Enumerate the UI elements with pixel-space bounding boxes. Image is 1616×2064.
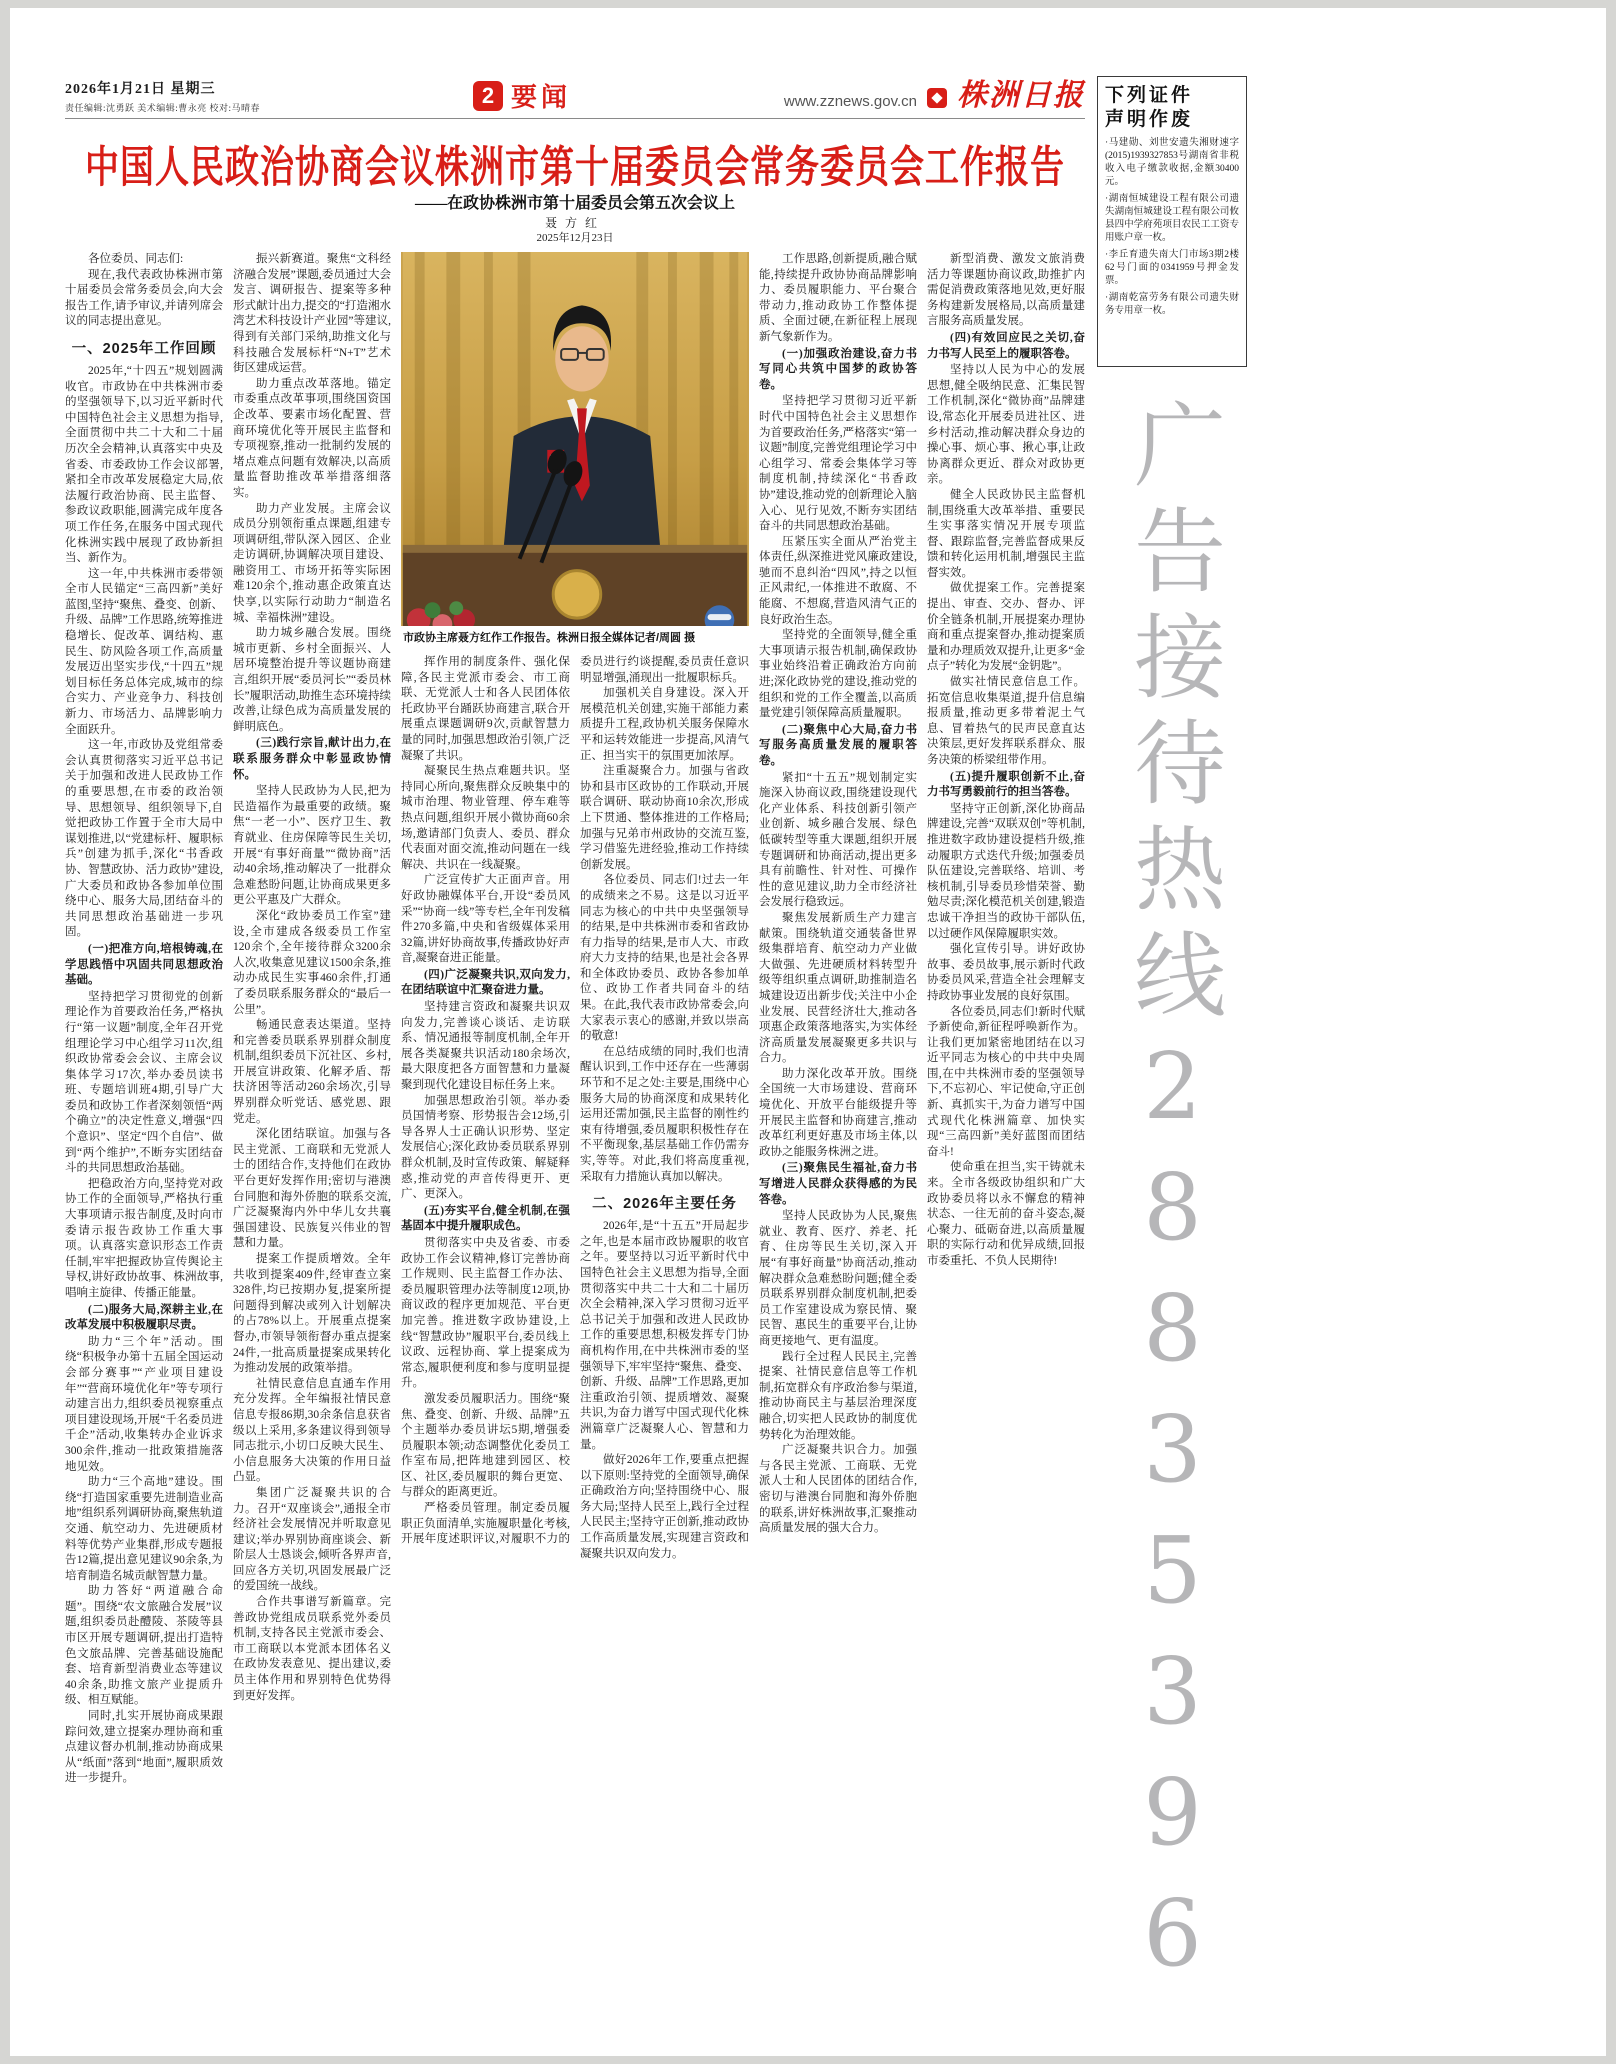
- photo-caption: 市政协主席聂方红作工作报告。株洲日报全媒体记者/周圆 摄: [403, 632, 696, 644]
- body-paragraph: 坚持建言资政和凝聚共识双向发力,完善谈心谈话、走访联系、情况通报等制度机制,全年开展各类凝聚共识活动180余场次,最大限度把各方面智慧和力量凝聚到现代化建设目标任务上来。: [401, 1001, 570, 1092]
- text-column-5: [759, 252, 917, 2008]
- body-paragraph: 做优提案工作。完善提案提出、审查、交办、督办、评价全链条机制,开展提案办理协商和重点提案督办,推动提案质量和办理质效双提升,让更多“金点子”转化为发展“金钥匙”。: [927, 582, 1085, 673]
- ad-hotline-vertical-text: [1097, 397, 1247, 2037]
- ad-hotline-phone: 28835396: [1119, 1033, 1226, 2001]
- body-paragraph: 工作思路,创新提质,融合赋能,持续提升政协协商品牌影响力、委员履职能力、平台聚合带动力,推动政协工作整体提质、全面过硬,在新征程上展现新气象新作为。: [759, 253, 917, 343]
- article-body: [65, 252, 1085, 2008]
- website-url: www.zznews.gov.cn: [783, 93, 917, 110]
- body-paragraph: 社情民意信息直通车作用充分发挥。全年编报社情民意信息专报86期,30余条信息获省级以上采用,多条建议得到领导同志批示,小切口反映大民生、小信息服务大决策的作用日益凸显。: [233, 1377, 391, 1484]
- body-paragraph: 助力深化改革开放。围绕全国统一大市场建设、营商环境优化、开放平台能级提升等开展民主监督和协商建言,推动改革红利更好惠及市场主体,以政协之能服务株洲之进。: [759, 1067, 917, 1158]
- article-heading: (四)有效回应民之关切,奋力书写人民至上的履职答卷。: [927, 331, 1085, 360]
- article-heading: (四)广泛凝聚共识,双向发力,在团结联谊中汇聚奋进力量。: [401, 968, 570, 997]
- notice-item: ·湖南恒城建设工程有限公司遗失湖南恒城建设工程有限公司攸县四中学府苑项目农民工工资专用账户章一枚。: [1105, 193, 1239, 243]
- body-paragraph: 坚持人民政协为人民,聚焦就业、教育、医疗、养老、托育、住房等民生关切,深入开展“有事好商量”协商活动,推动解决群众急难愁盼问题;健全委员联系界别群众制度机制,把委员工作室建设成为察民情、聚民智、惠民生的重要平台,让协商更接地气、更有温度。: [759, 1210, 917, 1347]
- body-paragraph: 聚焦发展新质生产力建言献策。围绕轨道交通装备世界级集群培育、航空动力产业做大做强、先进硬质材料转型升级等组织重点调研,助推制造名城建设迈出新步伐;关注中小企业发展、民营经济壮大,推动各项惠企政策落地落实,为实体经济高质量发展凝聚更多共识与合力。: [759, 911, 917, 1065]
- body-paragraph: 助力城乡融合发展。围绕城市更新、乡村全面振兴、人居环境整治提升等议题协商建言,组织开展“委员河长”“委员林长”履职活动,助推生态环境持续改善,让绿色成为高质量发展的鲜明底色。: [233, 627, 391, 733]
- body-paragraph: 振兴新赛道。聚焦“文科经济融合发展”课题,委员通过大会发言、调研报告、提案等多种形式献计出力,提交的“打造湘水湾艺术科技设计产业园”等建议,得到有关部门采纳,助推文化与科技融合发展标杆“N+T”艺术街区建成运营。: [233, 253, 391, 375]
- ad-hotline-label: 广告接待热线: [1119, 397, 1226, 1033]
- article-heading: (三)聚焦民生福祉,奋力书写增进人民群众获得感的为民答卷。: [759, 1162, 917, 1206]
- body-paragraph: 加强机关自身建设。深入开展模范机关创建,实施干部能力素质提升工程,政协机关服务保障水平和运转效能进一步提高,风清气正、担当实干的氛围更加浓厚。: [580, 687, 749, 762]
- body-paragraph: 挥作用的制度条件、强化保障,各民主党派市委会、市工商联、无党派人士和各人民团体依托政协平台踊跃协商建言,联合开展重点课题调研9次,贡献智慧力量的同时,加强思想政治引领,广泛凝聚了共识。: [401, 656, 570, 762]
- article-heading: 一、2025年工作回顾: [71, 340, 217, 357]
- body-paragraph: 畅通民意表达渠道。坚持和完善委员联系界别群众制度机制,组织委员下沉社区、乡村,开展宣讲政策、化解矛盾、帮扶济困等活动260余场次,引导界别群众听党话、感党恩、跟党走。: [233, 1019, 391, 1125]
- editor-credits: 责任编辑:沈勇跃 美术编辑:曹永亮 校对:马晴春: [65, 103, 261, 113]
- article-heading: 二、2026年主要任务: [592, 1196, 737, 1213]
- body-paragraph: 助力重点改革落地。锚定市委重点改革事项,围绕国资国企改革、要素市场化配置、营商环境优化等开展民主监督和专项视察,推动一批制约发展的堵点难点问题有效解决,以高质量监督助推改革举措落细落实。: [233, 377, 391, 499]
- article-author: 聂方红: [544, 216, 605, 230]
- notice-item: ·马建勋、刘世安遗失湘财速字(2015)1939327853号湖南省非税收入电子缴款收据,金额30400元。: [1105, 137, 1239, 187]
- body-paragraph: 助力产业发展。主席会议成员分别领衔重点课题,组建专项调研组,带队深入园区、企业走访调研,协调解决项目建设、融资用工、市场开拓等实际困难120余个,推动惠企政策直达快享,以实际行动助力“制造名城、幸福株洲”建设。: [233, 502, 391, 624]
- body-paragraph: 在总结成绩的同时,我们也清醒认识到,工作中还存在一些薄弱环节和不足之处:主要是,围绕中心服务大局的协商深度和成果转化运用还需加强,民主监督的刚性约束有待增强,委员履职积极性存在不平衡现象,基层基础工作仍需夯实,等等。对此,我们将高度重视,采取有力措施认真加以解决。: [580, 1045, 749, 1183]
- body-paragraph: 坚持以人民为中心的发展思想,健全吸纳民意、汇集民智工作机制,深化“微协商”品牌建设,常态化开展委员进社区、进乡村活动,推动解决群众身边的操心事、烦心事、揪心事,让政协离群众更近、群众对政协更亲。: [927, 364, 1085, 486]
- body-paragraph: 广泛宣传扩大正面声音。用好政协融媒体平台,开设“委员风采”“协商一线”等专栏,全年刊发稿件270多篇,中央和省级媒体采用32篇,讲好协商故事,传播政协好声音,凝聚奋进正能量。: [401, 874, 570, 965]
- page-section-label: [473, 77, 571, 114]
- text-column-2: [233, 252, 391, 2008]
- body-paragraph: 坚持把学习贯彻习近平新时代中国特色社会主义思想作为首要政治任务,严格落实“第一议题”制度,完善党组理论学习中心组学习、常委会集体学习等制度机制,持续深化“书香政协”建设,推动党的创新理论入脑入心、见行见效,不断夯实团结奋斗的共同思想政治基础。: [759, 395, 917, 533]
- body-paragraph: 凝聚民生热点难题共识。坚持同心所向,聚焦群众反映集中的城市治理、物业管理、停车难等热点问题,组织开展小微协商60余场,邀请部门负责人、委员、群众代表面对面交流,推动问题在一线解决、共识在一线凝聚。: [401, 765, 570, 871]
- section-title: 要闻: [510, 82, 571, 112]
- article-heading: (五)夯实平台,健全机制,在强基固本中提升履职成色。: [401, 1204, 570, 1233]
- article-date: 2025年12月23日: [536, 232, 614, 244]
- body-paragraph: 做实社情民意信息工作。拓宽信息收集渠道,提升信息编报质量,推动更多带着泥土气息、冒着热气的民声民意直达决策层,更好发挥联系群众、服务决策的桥梁纽带作用。: [927, 676, 1085, 766]
- body-paragraph: 助力答好“两道融合命题”。围绕“农文旅融合发展”议题,组织委员赴醴陵、茶陵等县市区开展专题调研,提出打造特色文旅品牌、完善基础设施配套、培育新型消费业态等建议40余条,助推文旅产业提质升级、相互赋能。: [65, 1585, 223, 1707]
- body-paragraph: 坚持把学习贯彻党的创新理论作为首要政治任务,严格执行“第一议题”制度,全年召开党组理论学习中心组学习11次,组织政协常委会会议、主席会议集体学习17次,举办委员读书班、专题培训班4期,引导广大委员和政协工作者深刻领悟“两个确立”的决定性意义,增强“四个意识”、坚定“四个自信”、做到“两个维护”,不断夯实团结奋斗的共同思想政治基础。: [65, 990, 223, 1175]
- body-paragraph: 现在,我代表政协株洲市第十届委员会常务委员会,向大会报告工作,请予审议,并请列席会议的同志提出意见。: [65, 268, 223, 328]
- body-paragraph: 紧扣“十五五”规划制定实施深入协商议政,围绕建设现代化产业体系、科技创新引领产业创新、城乡融合发展、绿色低碳转型等重大课题,组织开展专题调研和协商活动,提出更多具有前瞻性、针对性、可操作性的意见建议,助力全市经济社会发展行稳致远。: [759, 771, 917, 909]
- body-paragraph: 激发委员履职活力。围绕“聚焦、叠变、创新、升级、品牌”五个主题举办委员讲坛5期,增强委员履职本领;动态调整优化委员工作室布局,把阵地建到园区、校区、社区,委员履职的舞台更宽、与群众的距离更近。: [401, 1392, 570, 1499]
- article-heading: (二)聚焦中心大局,奋力书写服务高质量发展的履职答卷。: [759, 723, 917, 767]
- notice-item: ·李丘育遗失南大门市场3期2楼62号门面的0341959号押金发票。: [1105, 249, 1239, 286]
- body-paragraph: 践行全过程人民民主,完善提案、社情民意信息等工作机制,拓宽群众有序政治参与渠道,推动协商民主与基层治理深度融合,切实把人民政协的制度优势转化为治理效能。: [759, 1350, 917, 1441]
- text-column-6: [927, 252, 1085, 2008]
- body-paragraph: 广泛凝聚共识合力。加强与各民主党派、工商联、无党派人士和人民团体的团结合作,密切与港澳台同胞和海外侨胞的联系,讲好株洲故事,汇聚推动高质量发展的强大合力。: [759, 1444, 917, 1535]
- issue-date: 2026年1月21日 星期三: [65, 82, 216, 97]
- notice-items: [1105, 137, 1239, 318]
- invalidation-notice-box: [1097, 76, 1247, 367]
- notice-item: ·湖南乾富劳务有限公司遗失财务专用章一枚。: [1105, 292, 1239, 316]
- body-paragraph: 严格委员管理。制定委员履职正负面清单,实施履职量化考核,开展年度述职评议,对履职不力的委员进行约谈提醒,委员责任意识明显增强,涌现出一批履职标兵。: [401, 656, 749, 1546]
- body-paragraph: 压紧压实全面从严治党主体责任,纵深推进党风廉政建设,驰而不息纠治“四风”,持之以恒正风肃纪,一体推进不敢腐、不能腐、不想腐,营造风清气正的良好政治生态。: [759, 535, 917, 626]
- body-paragraph: 这一年,中共株洲市委带领全市人民锚定“三高四新”美好蓝图,坚持“聚焦、叠变、创新、升级、品牌”工作思路,统筹推进稳增长、促改革、调结构、惠民生、防风险各项工作,高质量发展迈出坚实步伐,“十四五”规划目标任务总体完成,城市的综合实力、产业竞争力、科技创新力、市场活力、品牌影响力全面跃升。: [65, 567, 223, 736]
- article-heading: (三)践行宗旨,献计出力,在联系服务群众中彰显政协情怀。: [233, 737, 391, 781]
- body-paragraph: 健全人民政协民主监督机制,围绕重大改革举措、重要民生实事落实情况开展专项监督、跟踪监督,完善监督成果反馈和转化运用机制,增强民主监督实效。: [927, 488, 1085, 579]
- body-paragraph: 坚持党的全面领导,健全重大事项请示报告机制,确保政协事业始终沿着正确政治方向前进;深化政协党的建设,推动党的组织和党的工作全覆盖,以高质量党建引领保障高质量履职。: [759, 629, 917, 720]
- body-paragraph: 坚持守正创新,深化协商品牌建设,完善“双联双创”等机制,推进数字政协建设提档升级,推动履职方式迭代升级;加强委员队伍建设,完善联络、培训、考核机制,引导委员珍惜荣誉、勤勉尽责;深化模范机关创建,锻造忠诚干净担当的政协干部队伍,以过硬作风保障履职实效。: [927, 802, 1085, 940]
- body-paragraph: 集团广泛凝聚共识的合力。召开“双座谈会”,通报全市经济社会发展情况并听取意见建议;举办界别协商座谈会、新阶层人士恳谈会,倾听各界声音,回应各方关切,巩固发展最广泛的爱国统一战线。: [233, 1486, 391, 1593]
- speaker-photo-illustration: [401, 252, 749, 626]
- body-paragraph: 合作共事谱写新篇章。完善政协党组成员联系党外委员机制,支持各民主党派市委会、市工商联以本党派本团体名义在政协发表意见、提出建议,委员主体作用和界别特色优势得到更好发挥。: [233, 1596, 391, 1702]
- article-heading: (一)加强政治建设,奋力书写同心共筑中国梦的政协答卷。: [759, 347, 917, 391]
- body-paragraph: 把稳政治方向,坚持党对政协工作的全面领导,严格执行重大事项请示报告制度,及时向市委请示报告政协工作重大事项。认真落实意识形态工作责任制,牢牢把握政协宣传舆论主导权,讲好政协故事、株洲故事,唱响主旋律、传播正能量。: [65, 1177, 223, 1299]
- body-paragraph: 这一年,市政协及党组常委会认真贯彻落实习近平总书记关于加强和改进人民政协工作的重要思想,在市委的政治领导、思想领导、组织领导下,自觉把政协工作置于全市大局中谋划推进,以“党建标杆、履职标兵”创建为抓手,深化“书香政协、智慧政协、活力政协”建设,广大委员和政协各参加单位围绕中心、服务大局,团结奋斗的共同思想政治基础进一步巩固。: [65, 739, 223, 939]
- body-paragraph: 贯彻落实中央及省委、市委政协工作会议精神,修订完善协商工作规则、民主监督工作办法、委员履职管理办法等制度12项,协商议政的程序更加规范、平台更加完善。推进数字政协建设,上线“智慧政协”履职平台,委员线上议政、远程协商、掌上提案成为常态,履职便利度和参与度明显提升。: [401, 1236, 570, 1390]
- body-paragraph: 做好2026年工作,要重点把握以下原则:坚持党的全面领导,确保正确政治方向;坚持围绕中心、服务大局;坚持人民至上,践行全过程人民民主;坚持守正创新,推动政协工作高质量发展,实现建言资政和凝聚共识双向发力。: [580, 1454, 749, 1560]
- text-column-3-4: [401, 655, 749, 2008]
- body-paragraph: 助力“三个年”活动。围绕“积极争办第十五届全国运动会部分赛事”“产业项目建设年”“营商环境优化年”等专项行动建言出力,组织委员视察重点项目建设现场,开展“千名委员进千企”活动,收集转办企业诉求300余件,推动一批政策措施落地见效。: [65, 1335, 223, 1473]
- masthead-block: [784, 70, 1085, 114]
- header-date-block: [65, 78, 260, 114]
- body-paragraph: 新型消费、激发文旅消费活力等课题协商议政,助推扩内需促消费政策落地见效,更好服务构建新发展格局,以高质量建言服务高质量发展。: [927, 253, 1085, 328]
- page-number-badge: 2: [473, 81, 503, 111]
- body-paragraph: 深化团结联谊。加强与各民主党派、工商联和无党派人士的团结合作,支持他们在政协平台更好发挥作用;密切与港澳台同胞和海外侨胞的联系交流,广泛凝聚海内外中华儿女共襄强国建设、民族复兴伟业的智慧和力量。: [233, 1128, 391, 1250]
- body-paragraph: 助力“三个高地”建设。围绕“打造国家重要先进制造业高地”组织系列调研协商,聚焦轨道交通、航空动力、先进硬质材料等优势产业集群,形成专题报告12篇,提出意见建议90余条,为培育制造名城贡献智慧力量。: [65, 1476, 223, 1582]
- page-header: [65, 70, 1085, 114]
- article-heading: (一)把准方向,培根铸魂,在学思践悟中巩固共同思想政治基础。: [65, 942, 223, 987]
- body-paragraph: 强化宣传引导。讲好政协故事、委员故事,展示新时代政协委员风采,营造全社会理解支持政协事业发展的良好氛围。: [927, 943, 1085, 1002]
- notice-title-line1: 下列证件: [1105, 85, 1194, 106]
- article-heading: (五)提升履职创新不止,奋力书写勇毅前行的担当答卷。: [927, 770, 1085, 799]
- header-divider: [65, 118, 1085, 119]
- body-paragraph: 各位委员,同志们!新时代赋予新使命,新征程呼唤新作为。让我们更加紧密地团结在以习近平同志为核心的中共中央周围,在中共株洲市委的坚强领导下,不忘初心、牢记使命,守正创新、真抓实干,为奋力谱写中国式现代化株洲篇章、加快实现“三高四新”美好蓝图而团结奋斗!: [927, 1005, 1085, 1158]
- body-paragraph: 坚持人民政协为人民,把为民造福作为最重要的政绩。聚焦“一老一小”、医疗卫生、教育就业、住房保障等民生关切,开展“有事好商量”“微协商”活动40余场,推动解决了一批群众急难愁盼问题,让协商成果更多更公平惠及广大群众。: [233, 785, 391, 907]
- body-paragraph: 加强思想政治引领。举办委员国情考察、形势报告会12场,引导各界人士正确认识形势、坚定发展信心;深化政协委员联系界别群众机制,及时宣传政策、解疑释惑,推动党的声音传得更开、更广、更深入。: [401, 1094, 570, 1201]
- body-paragraph: 注重凝聚合力。加强与省政协和县市区政协的工作联动,开展联合调研、联动协商10余次,形成上下贯通、整体推进的工作格局;加强与兄弟市州政协的交流互鉴,学习借鉴先进经验,推动工作持续创新发展。: [580, 765, 749, 871]
- article-subtitle: ——在政协株洲市第十届委员会第五次会议上: [414, 195, 735, 212]
- article-heading: (二)服务大局,深耕主业,在改革发展中积极履职尽责。: [65, 1303, 223, 1332]
- body-paragraph: 深化“政协委员工作室”建设,全市建成各级委员工作室120余个,全年接待群众3200余人次,收集意见建议1500余条,推动办成民生实事460余件,打通了委员联系服务群众的“最后一公里”。: [233, 909, 391, 1016]
- report-photo: [401, 252, 749, 626]
- body-paragraph: 各位委员、同志们:: [88, 253, 184, 265]
- body-paragraph: 提案工作提质增效。全年共收到提案409件,经审查立案328件,均已按期办复,提案所提问题得到解决或列入计划解决的占78%以上。开展重点提案督办,市领导领衔督办重点提案24件,一批高质量提案成果转化为推动发展的政策举措。: [233, 1253, 391, 1375]
- newspaper-name: 株洲日报: [956, 79, 1085, 112]
- body-paragraph: 同时,扎实开展协商成果跟踪问效,建立提案办理协商和重点建议督办机制,推动协商成果从“纸面”落到“地面”,履职质效进一步提升。: [65, 1710, 223, 1785]
- body-paragraph: 各位委员、同志们!过去一年的成绩来之不易。这是以习近平同志为核心的中共中央坚强领导的结果,是中共株洲市委和省政协有力指导的结果,是市人大、市政府大力支持的结果,也是社会各界和全体政协委员、政协各参加单位、政协工作者共同奋斗的结果。在此,我代表市政协常委会,向大家表示衷心的感谢,并致以崇高的敬意!: [580, 874, 749, 1043]
- masthead-logo-icon: [927, 88, 947, 108]
- right-rail: [1097, 76, 1247, 2037]
- body-paragraph: 2026年,是“十五五”开局起步之年,也是本届市政协履职的收官之年。要坚持以习近平新时代中国特色社会主义思想为指导,全面贯彻落实中共二十大和二十届历次全会精神,深入学习贯彻习近平总书记关于加强和改进人民政协工作的重要思想,积极发挥专门协商机构作用,在中共株洲市委的坚强领导下,牢牢坚持“聚焦、叠变、创新、升级、品牌”工作思路,更加注重政治引领、提质增效、凝聚共识,为奋力谱写中国式现代化株洲篇章广泛凝聚人心、智慧和力量。: [580, 1220, 749, 1451]
- article-headline: 中国人民政治协商会议株洲市第十届委员会常务委员会工作报告: [85, 143, 1065, 193]
- newspaper-page: [10, 8, 1606, 2056]
- body-paragraph: 2025年,“十四五”规划圆满收官。市政协在中共株洲市委的坚强领导下,以习近平新时代中国特色社会主义思想为指导,全面贯彻中共二十大和二十届历次全会精神,认真落实中央及省委、市委政协工作会议部署,紧扣全市改革发展稳定大局,依法履行政治协商、民主监督、参政议政职能,圆满完成年度各项工作任务,在服务中国式现代化株洲实践中展现了政协新担当、新作为。: [65, 364, 223, 565]
- body-paragraph: 使命重在担当,实干铸就未来。全市各级政协组织和广大政协委员将以永不懈怠的精神状态、一往无前的奋斗姿态,凝心聚力、砥砺奋进,以高质量履职的实际行动和优异成绩,回报市委重托、不负人民期待!: [927, 1161, 1085, 1267]
- text-column-1: [65, 252, 223, 2008]
- photo-and-text-block: [401, 252, 749, 2008]
- notice-title-line2: 声明作废: [1105, 108, 1194, 130]
